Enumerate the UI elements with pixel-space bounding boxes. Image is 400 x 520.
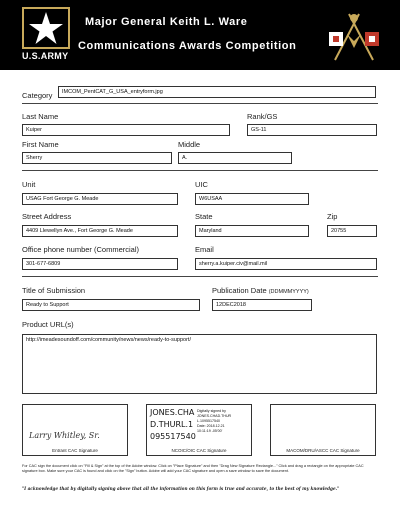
- entrant-signature-script: Larry Whitley, Sr.: [29, 431, 100, 440]
- street-label: Street Address: [22, 212, 72, 221]
- digital-signature-name-line2: D.THURL.1: [150, 420, 194, 429]
- signal-corps-emblem-icon: [325, 8, 385, 66]
- last-name-field[interactable]: Kuiper: [22, 124, 230, 136]
- category-label: Category: [22, 91, 53, 100]
- phone-field[interactable]: 301-677-6809: [22, 258, 178, 270]
- zip-label: Zip: [327, 212, 338, 221]
- urls-label: Product URL(s): [22, 320, 74, 329]
- army-star-icon: [22, 7, 70, 49]
- street-field[interactable]: 4409 Llewellyn Ave., Fort George G. Meade: [22, 225, 178, 237]
- pub-date-label-text: Publication Date: [212, 286, 267, 295]
- middle-label: Middle: [178, 140, 201, 149]
- submission-title-field[interactable]: Ready to Support: [22, 299, 200, 311]
- last-name-label: Last Name: [22, 112, 59, 121]
- submission-title-label: Title of Submission: [22, 286, 86, 295]
- pub-date-label: [212, 286, 309, 295]
- acknowledgment-statement: "I acknowledge that by digitally signing above that all the information on this form is true and accurate, to the best of my knowledge.": [22, 486, 340, 491]
- ncoic-signature-caption: NCOIC/OIC CAC Signature: [171, 448, 227, 453]
- divider: [22, 170, 378, 171]
- rank-label: Rank/GS: [247, 112, 278, 121]
- digital-signature-name-line3: 095517540: [150, 432, 196, 441]
- macom-signature-caption: MACOM/DRU/ASCC CAC Signature: [286, 448, 360, 453]
- uic-field[interactable]: W6USAA: [195, 193, 309, 205]
- state-field[interactable]: Maryland: [195, 225, 309, 237]
- middle-field[interactable]: A.: [178, 152, 292, 164]
- digital-signature-detail-3: L.1095517540: [197, 419, 220, 423]
- digital-signature-detail-1: Digitally signed by: [197, 409, 226, 413]
- urls-field[interactable]: http://imeadesoundoff.com/community/news/news/ready-to-support/: [22, 334, 377, 394]
- state-label: State: [195, 212, 213, 221]
- digital-signature-detail-2: JONES.CHAD.THUR: [197, 414, 232, 418]
- email-label: Email: [195, 245, 214, 254]
- ncoic-signature-box[interactable]: [146, 404, 252, 456]
- divider: [22, 276, 378, 277]
- digital-signature-detail-4: Date: 2018.12.21: [197, 424, 225, 428]
- header-subtitle: Communications Awards Competition: [78, 40, 297, 52]
- phone-label: Office phone number (Commercial): [22, 245, 139, 254]
- first-name-field[interactable]: Sherry: [22, 152, 172, 164]
- entrant-signature-box[interactable]: [22, 404, 128, 456]
- divider: [22, 103, 378, 104]
- digital-signature-name-line1: JONES.CHA: [150, 408, 195, 417]
- digital-signature-detail-5: 10:11:19 -05'00': [197, 429, 223, 433]
- uic-label: UIC: [195, 180, 208, 189]
- first-name-label: First Name: [22, 140, 59, 149]
- army-logo-text: U.S.ARMY: [22, 51, 69, 61]
- entrant-signature-caption: Entrant CAC Signature: [52, 448, 98, 453]
- email-field[interactable]: sherry.a.kuiper.civ@mail.mil: [195, 258, 377, 270]
- header-banner: [0, 0, 400, 70]
- rank-field[interactable]: GS-11: [247, 124, 377, 136]
- signing-instructions: For CAC sign the document click on "Fill & Sign" at the top of the Adobe window. Click on "Place Signature" and then "Drag New Signature Rectangle..." Click and drag a rectangle on the appropriate CAC signature box. Make sure your CAC is found and click on the "Sign" button. Adobe will add your CAC signature and open a save window to save the document.: [22, 464, 364, 473]
- category-field[interactable]: IMCOM_PentCAT_G_USA_entryform.jpg: [58, 86, 376, 98]
- macom-signature-box[interactable]: [270, 404, 376, 456]
- unit-label: Unit: [22, 180, 36, 189]
- pub-date-field[interactable]: 12DEC2018: [212, 299, 312, 311]
- header-title: Major General Keith L. Ware: [85, 16, 248, 28]
- army-logo: [22, 7, 70, 63]
- zip-field[interactable]: 20755: [327, 225, 377, 237]
- unit-field[interactable]: USAG Fort George G. Meade: [22, 193, 178, 205]
- pub-date-format: (DDMMMYYYY): [268, 289, 309, 295]
